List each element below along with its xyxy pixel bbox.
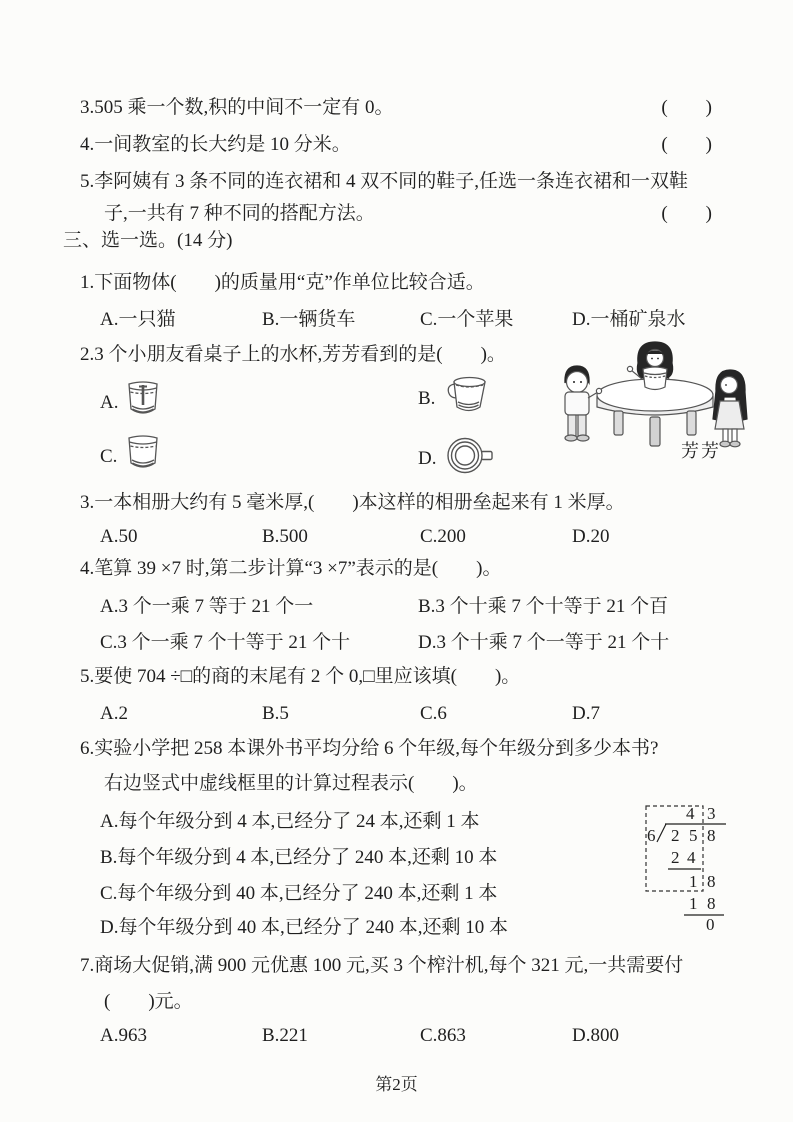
q6-option-d[interactable]: D.每个年级分到 40 本,已经分了 240 本,还剩 10 本 xyxy=(100,917,508,938)
long-division-figure xyxy=(644,802,730,932)
q4-option-a[interactable]: A.3 个一乘 7 等于 21 个一 xyxy=(100,596,314,617)
q2-option-a-label[interactable]: A. xyxy=(100,392,119,413)
tf-question-3-text: 3.505 乘一个数,积的中间不一定有 0。 xyxy=(80,97,394,118)
q1-option-b[interactable]: B.一辆货车 xyxy=(262,309,356,330)
q7-option-b[interactable]: B.221 xyxy=(262,1025,308,1046)
q2-option-b-label[interactable]: B. xyxy=(418,388,436,409)
answer-blank[interactable]: ( ) xyxy=(661,203,712,224)
product1-ones: 4 xyxy=(687,848,696,867)
cup-front-no-handle-icon xyxy=(126,433,160,473)
q2-option-d-label[interactable]: D. xyxy=(418,448,437,469)
q3-option-a[interactable]: A.50 xyxy=(100,526,138,547)
q7-option-d[interactable]: D.800 xyxy=(572,1025,619,1046)
q6-option-a[interactable]: A.每个年级分到 4 本,已经分了 24 本,还剩 1 本 xyxy=(100,811,480,832)
q1-option-d[interactable]: D.一桶矿泉水 xyxy=(572,309,686,330)
q4-stem: 4.笔算 39 ×7 时,第二步计算“3 ×7”表示的是( )。 xyxy=(80,558,502,579)
q4-option-b[interactable]: B.3 个十乘 7 个十等于 21 个百 xyxy=(418,596,669,617)
q5-option-b[interactable]: B.5 xyxy=(262,703,289,724)
q6-stem-line2: 右边竖式中虚线框里的计算过程表示( )。 xyxy=(104,773,478,794)
q6-stem-line1: 6.实验小学把 258 本课外书平均分给 6 个年级,每个年级分到多少本书? xyxy=(80,738,659,759)
q5-option-a[interactable]: A.2 xyxy=(100,703,128,724)
q4-option-d[interactable]: D.3 个十乘 7 个一等于 21 个十 xyxy=(418,632,670,653)
product2-ones: 8 xyxy=(707,894,716,913)
q1-option-a[interactable]: A.一只猫 xyxy=(100,309,176,330)
product2-tens: 1 xyxy=(689,894,698,913)
q7-stem-line2: ( )元。 xyxy=(104,991,193,1012)
q3-option-d[interactable]: D.20 xyxy=(572,526,610,547)
divisor: 6 xyxy=(647,826,656,845)
answer-blank[interactable]: ( ) xyxy=(661,134,712,155)
q7-stem-line1: 7.商场大促销,满 900 元优惠 100 元,买 3 个榨汁机,每个 321 元,一共需要付 xyxy=(80,955,684,976)
product1-tens: 2 xyxy=(671,848,680,867)
q5-stem: 5.要使 704 ÷□的商的末尾有 2 个 0,□里应该填( )。 xyxy=(80,666,521,687)
figure-label-fangfang: 芳芳 xyxy=(681,441,721,461)
page-number: 第2页 xyxy=(375,1075,418,1094)
cup-side-handle-left-icon xyxy=(444,375,490,417)
bringdown-tens: 1 xyxy=(689,872,698,891)
quotient-ones: 3 xyxy=(707,804,716,823)
dividend-ones: 8 xyxy=(707,826,716,845)
tf-question-3 xyxy=(80,95,712,121)
cup-top-view-icon xyxy=(444,434,496,478)
cup-back-view-icon xyxy=(126,379,160,419)
quotient-tens: 4 xyxy=(686,804,695,823)
q3-option-c[interactable]: C.200 xyxy=(420,526,466,547)
q3-stem: 3.一本相册大约有 5 毫米厚,( )本这样的相册垒起来有 1 米厚。 xyxy=(80,492,625,513)
q2-stem: 2.3 个小朋友看桌子上的水杯,芳芳看到的是( )。 xyxy=(80,344,506,365)
q1-option-c[interactable]: C.一个苹果 xyxy=(420,309,514,330)
tf-question-5-line2: 子,一共有 7 种不同的搭配方法。 ( ) xyxy=(104,201,712,227)
remainder: 0 xyxy=(706,915,715,932)
tf-question-4 xyxy=(80,132,712,158)
q6-option-b[interactable]: B.每个年级分到 4 本,已经分了 240 本,还剩 10 本 xyxy=(100,847,498,868)
q2-option-c-label[interactable]: C. xyxy=(100,446,118,467)
section-title: 三、选一选。(14 分) xyxy=(63,230,233,251)
q3-option-b[interactable]: B.500 xyxy=(262,526,308,547)
q4-option-c[interactable]: C.3 个一乘 7 个十等于 21 个十 xyxy=(100,632,351,653)
tf-question-4-text: 4.一间教室的长大约是 10 分米。 xyxy=(80,134,351,155)
q7-option-c[interactable]: C.863 xyxy=(420,1025,466,1046)
dividend-hundreds: 2 xyxy=(671,826,680,845)
q7-option-a[interactable]: A.963 xyxy=(100,1025,147,1046)
answer-blank[interactable]: ( ) xyxy=(661,97,712,118)
tf-question-5-line1: 5.李阿姨有 3 条不同的连衣裙和 4 双不同的鞋子,任选一条连衣裙和一双鞋 xyxy=(80,171,689,192)
bringdown-ones: 8 xyxy=(707,872,716,891)
children-table-figure xyxy=(552,335,767,460)
dividend-tens: 5 xyxy=(689,826,698,845)
q6-option-c[interactable]: C.每个年级分到 40 本,已经分了 240 本,还剩 1 本 xyxy=(100,883,498,904)
q5-option-c[interactable]: C.6 xyxy=(420,703,447,724)
q1-stem: 1.下面物体( )的质量用“克”作单位比较合适。 xyxy=(80,272,485,293)
q5-option-d[interactable]: D.7 xyxy=(572,703,600,724)
